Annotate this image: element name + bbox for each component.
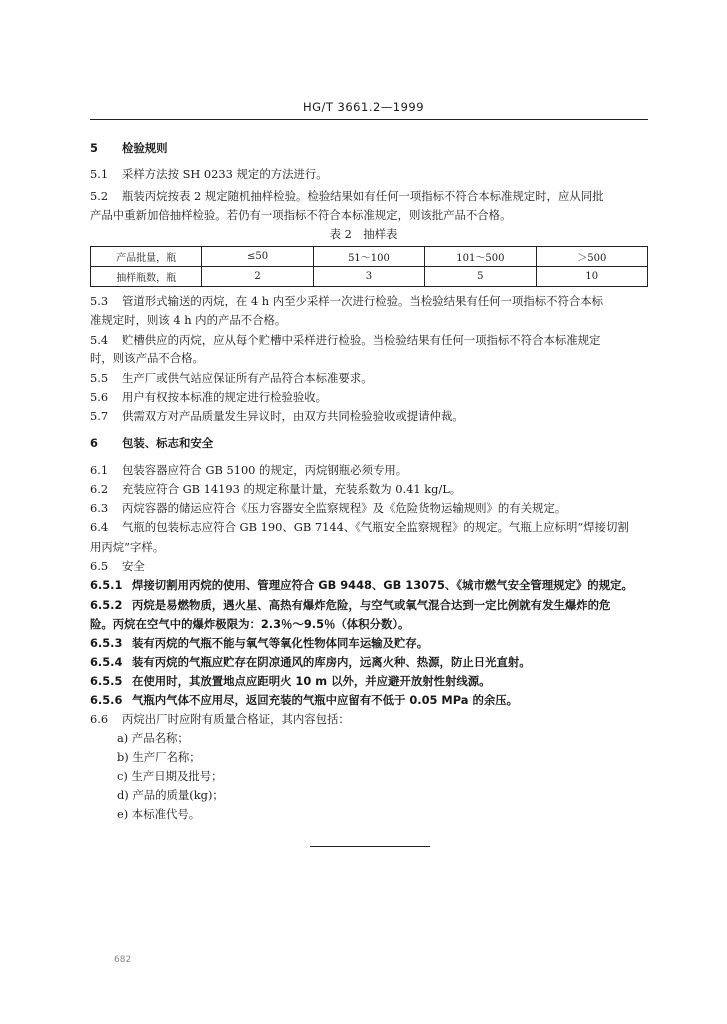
table-cell: ≤50 xyxy=(202,247,313,267)
clause-5-3-cont: 准规定时，则该 4 h 内的产品不合格。 xyxy=(90,313,287,327)
page-number: 682 xyxy=(114,955,132,965)
end-rule xyxy=(310,846,430,847)
clause-6-5-4: 6.5.4 装有丙烷的气瓶应贮存在阴凉通风的库房内，远离火种、热源，防止日光直射。 xyxy=(90,655,531,669)
table-cell: 产品批量，瓶 xyxy=(91,247,202,267)
clause-6-2: 6.2 充装应符合 GB 14193 的规定称量计量，充装系数为 0.41 kg/L。 xyxy=(90,482,462,496)
clause-5-3: 5.3 管道形式输送的丙烷，在 4 h 内至少采样一次进行检验。当检验结果有任何一项指标不符合本标 xyxy=(90,294,604,308)
section-5-heading: 5 检验规则 xyxy=(90,141,168,155)
clause-6-4: 6.4 气瓶的包装标志应符合 GB 190、GB 7144、《气瓶安全监察规程》的规定。气瓶上应标明“焊接切割 xyxy=(90,520,629,534)
clause-5-2-cont: 产品中重新加倍抽样检验。若仍有一项指标不符合本标准规定，则该批产品不合格。 xyxy=(90,208,512,222)
list-item: e) 本标准代号。 xyxy=(117,807,201,821)
table-cell: 101～500 xyxy=(425,247,536,267)
table-caption: 表 2 抽样表 xyxy=(329,227,398,241)
table-cell: 10 xyxy=(536,267,647,287)
clause-5-7: 5.7 供需双方对产品质量发生异议时，由双方共同检验验收或提请仲裁。 xyxy=(90,409,464,423)
table-cell: ＞500 xyxy=(536,247,647,267)
table-cell: 抽样瓶数，瓶 xyxy=(91,267,202,287)
table-cell: 5 xyxy=(425,267,536,287)
table-cell: 51～100 xyxy=(313,247,424,267)
table-row xyxy=(91,247,648,267)
clause-6-1: 6.1 包装容器应符合 GB 5100 的规定，丙烷钢瓶必须专用。 xyxy=(90,463,408,477)
clause-6-5-2-cont: 险。丙烷在空气中的爆炸极限为：2.3％～9.5％（体积分数）。 xyxy=(90,617,410,631)
clause-6-5-2: 6.5.2 丙烷是易燃物质，遇火星、高热有爆炸危险，与空气或氧气混合达到一定比例就有发生爆炸的危 xyxy=(90,598,611,612)
clause-5-5: 5.5 生产厂或供气站应保证所有产品符合本标准要求。 xyxy=(90,371,373,385)
clause-5-4: 5.4 贮槽供应的丙烷，应从每个贮槽中采样进行检验。当检验结果有任何一项指标不符合本标准规定 xyxy=(90,333,601,347)
clause-5-1: 5.1 采样方法按 SH 0233 规定的方法进行。 xyxy=(90,167,328,181)
clause-6-5-6: 6.5.6 气瓶内气体不应用尽，返回充装的气瓶中应留有不低于 0.05 MPa 的余压。 xyxy=(90,693,519,707)
table-cell: 3 xyxy=(313,267,424,287)
clause-6-5-3: 6.5.3 装有丙烷的气瓶不能与氧气等氧化性物体同车运输及贮存。 xyxy=(90,636,429,650)
clause-6-5-1: 6.5.1 焊接切割用丙烷的使用、管理应符合 GB 9448、GB 13075、《城市燃气安全管理规定》的规定。 xyxy=(90,578,633,592)
clause-6-6: 6.6 丙烷出厂时应附有质量合格证，其内容包括： xyxy=(90,712,350,726)
clause-6-5-5: 6.5.5 在使用时，其放置地点应距明火 10 m 以外，并应避开放射性射线源。 xyxy=(90,674,491,688)
table-row xyxy=(91,267,648,287)
list-item: d) 产品的质量(kg)； xyxy=(117,788,224,802)
list-item: a) 产品名称； xyxy=(117,731,189,745)
list-item: c) 生产日期及批号； xyxy=(117,769,223,783)
clause-5-4-cont: 时，则该产品不合格。 xyxy=(90,351,204,365)
clause-6-5: 6.5 安全 xyxy=(90,559,145,573)
sampling-table xyxy=(90,246,648,287)
clause-6-4-cont: 用丙烷”字样。 xyxy=(90,540,165,554)
header-rule xyxy=(90,119,648,120)
clause-5-6: 5.6 用户有权按本标准的规定进行检验验收。 xyxy=(90,390,328,404)
clause-5-2: 5.2 瓶装丙烷按表 2 规定随机抽样检验。检验结果如有任何一项指标不符合本标准规定时，应从同批 xyxy=(90,189,604,203)
list-item: b) 生产厂名称； xyxy=(117,750,201,764)
section-6-heading: 6 包装、标志和安全 xyxy=(90,436,214,450)
clause-6-3: 6.3 丙烷容器的储运应符合《压力容器安全监察规程》及《危险货物运输规则》的有关规定。 xyxy=(90,501,567,515)
standard-code: HG/T 3661.2—1999 xyxy=(302,100,425,114)
table-cell: 2 xyxy=(202,267,313,287)
